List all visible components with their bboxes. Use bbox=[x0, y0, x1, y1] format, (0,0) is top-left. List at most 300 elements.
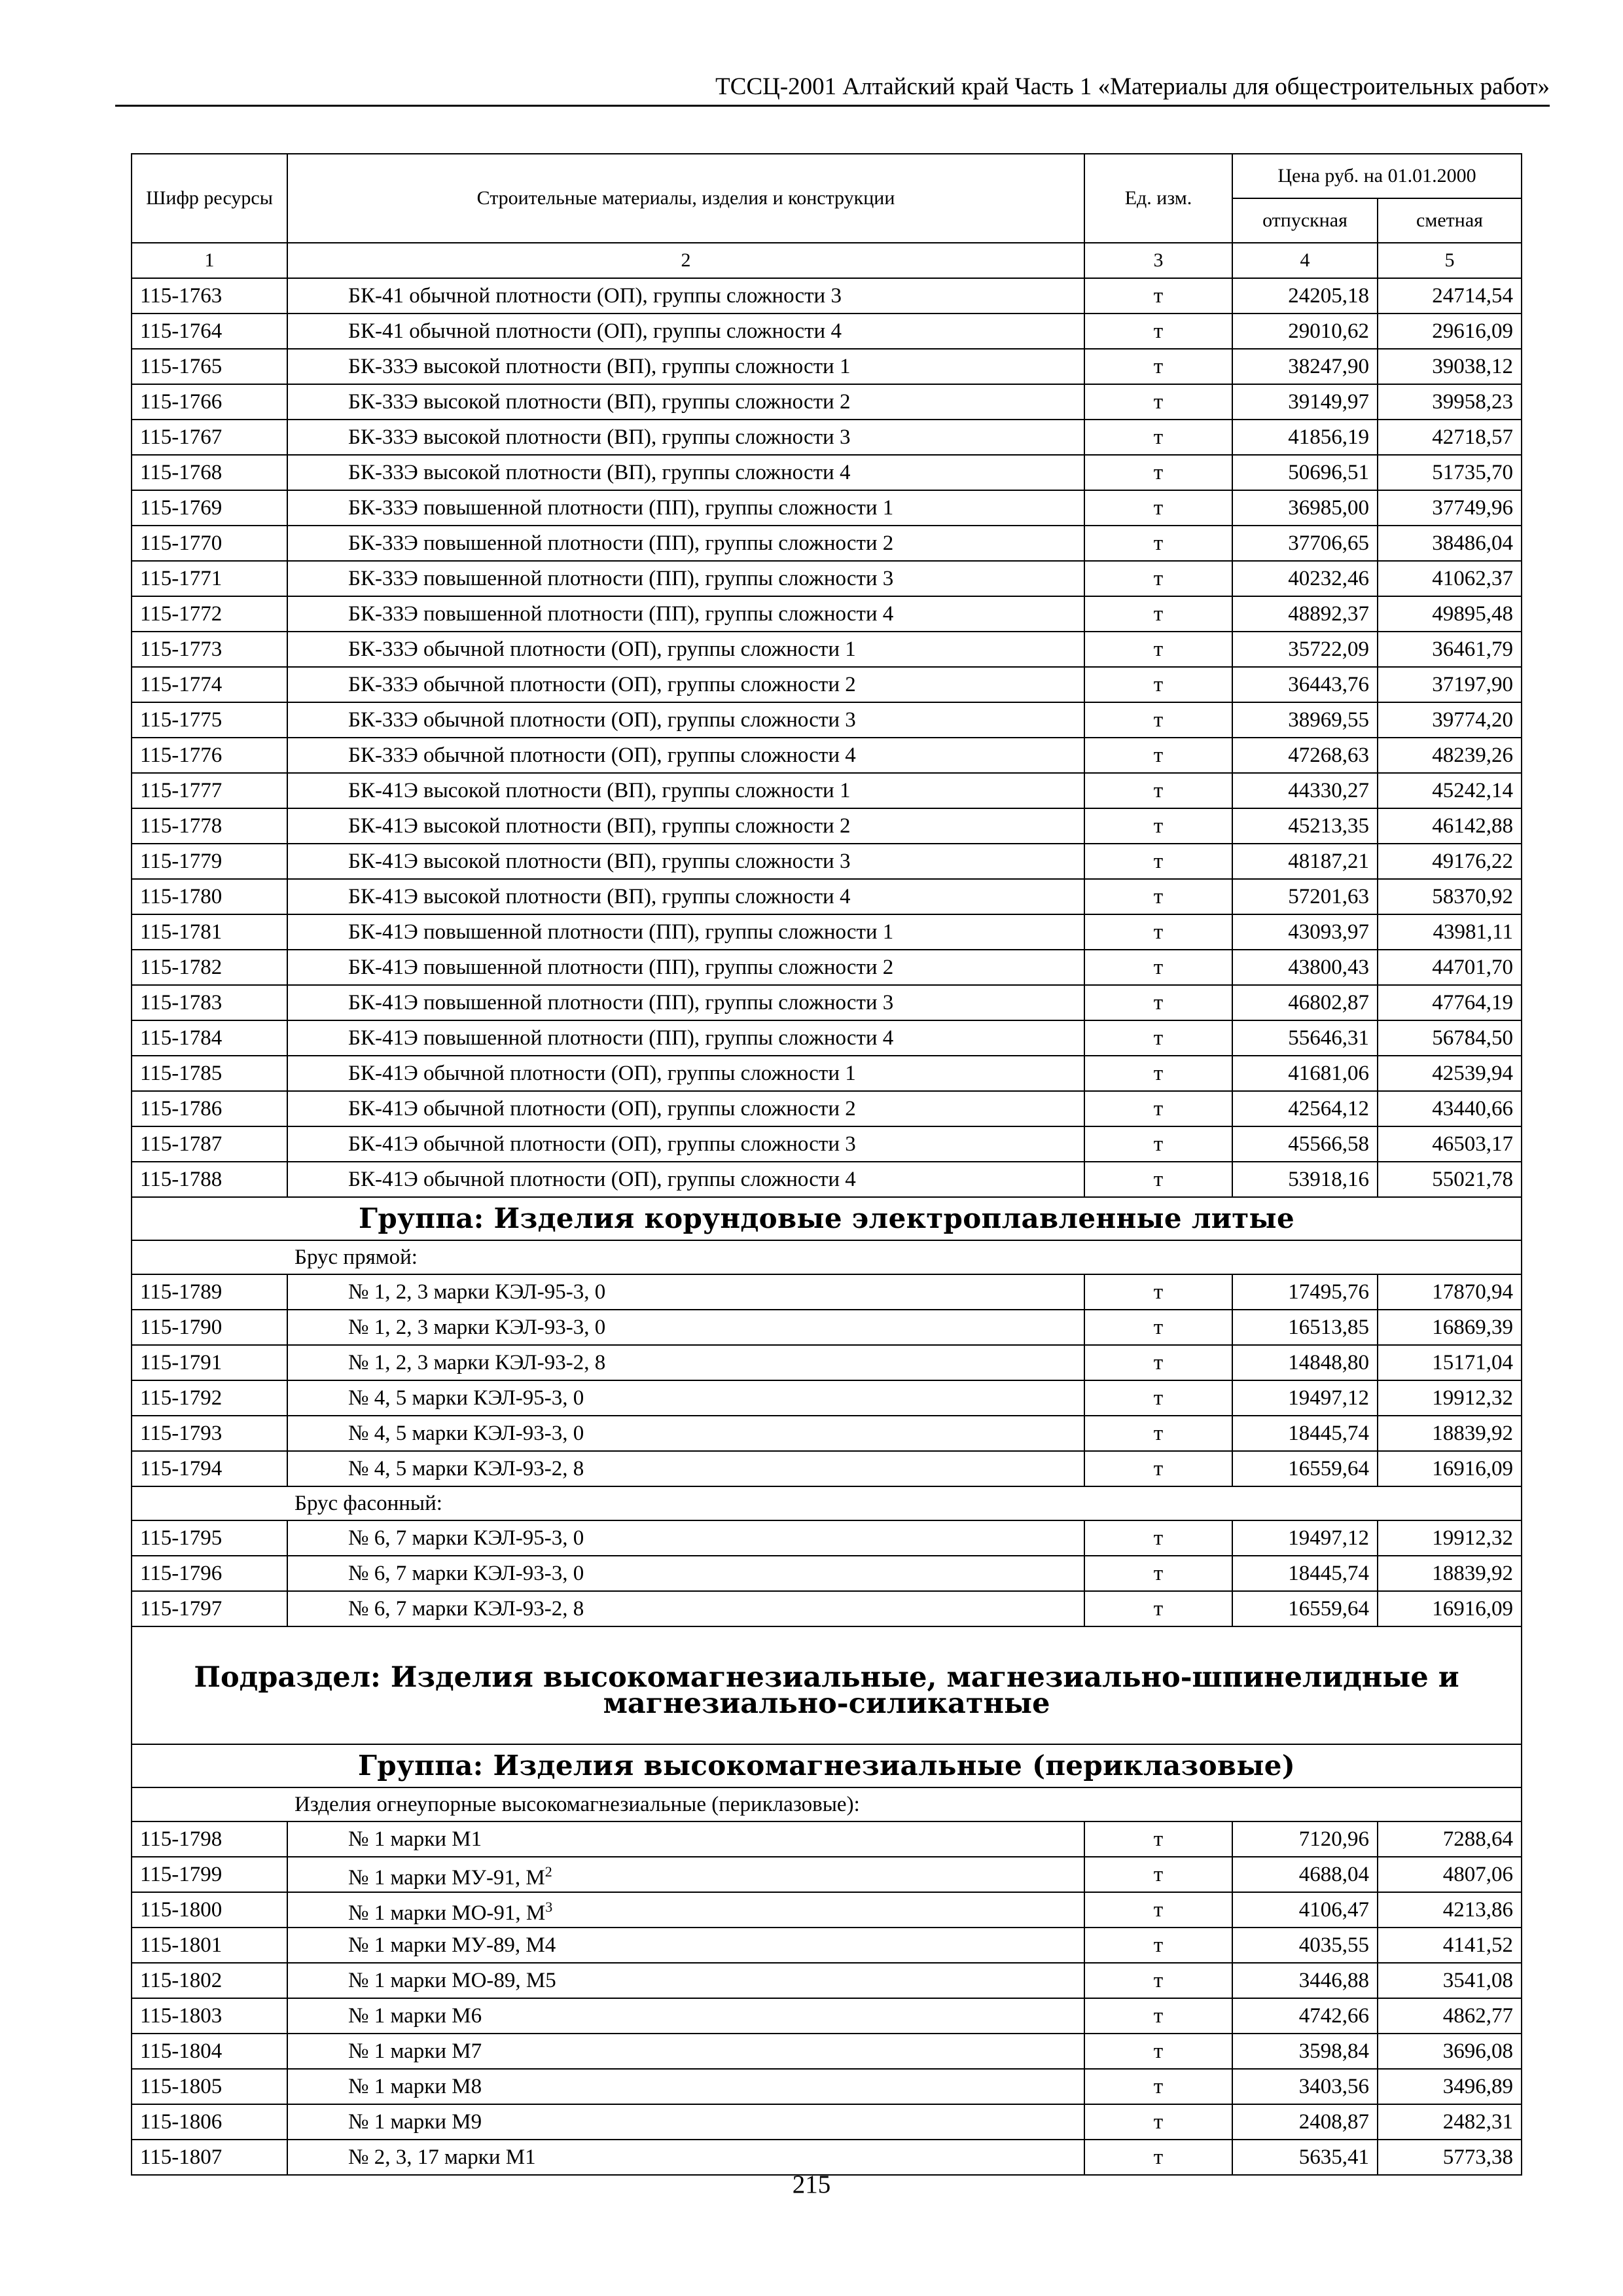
material-name bbox=[287, 738, 1084, 773]
estimate-price: 4807,06 bbox=[1378, 1857, 1522, 1892]
resource-code: 115-1796 bbox=[132, 1556, 287, 1591]
table-row bbox=[132, 1380, 1522, 1416]
price-table bbox=[131, 153, 1522, 2176]
release-price: 4742,66 bbox=[1232, 1998, 1378, 2034]
unit: т bbox=[1084, 526, 1232, 561]
table-row bbox=[132, 773, 1522, 808]
material-name bbox=[287, 773, 1084, 808]
estimate-price: 39774,20 bbox=[1378, 702, 1522, 738]
unit: т bbox=[1084, 1020, 1232, 1056]
material-name-text: БК-33Э повышенной плотности (ПП), группы сложности 4 bbox=[348, 602, 894, 626]
material-name-text: БК-41Э высокой плотности (ВП), группы сложности 3 bbox=[348, 850, 851, 873]
resource-code: 115-1767 bbox=[132, 420, 287, 455]
material-name bbox=[287, 561, 1084, 596]
estimate-price: 48239,26 bbox=[1378, 738, 1522, 773]
material-name bbox=[287, 596, 1084, 632]
table-row bbox=[132, 1857, 1522, 1892]
material-name-text: БК-33Э обычной плотности (ОП), группы сложности 1 bbox=[348, 637, 856, 661]
unit: т bbox=[1084, 1520, 1232, 1556]
subgroup-heading: Брус фасонный: bbox=[132, 1486, 1522, 1520]
table-row bbox=[132, 1520, 1522, 1556]
section-heading-row bbox=[132, 1626, 1522, 1744]
unit: т bbox=[1084, 1821, 1232, 1857]
estimate-price: 49176,22 bbox=[1378, 844, 1522, 879]
table-row bbox=[132, 632, 1522, 667]
group-heading-row bbox=[132, 1744, 1522, 1787]
material-name bbox=[287, 2104, 1084, 2140]
estimate-price: 43440,66 bbox=[1378, 1091, 1522, 1126]
header-price-group: Цена руб. на 01.01.2000 bbox=[1232, 154, 1522, 198]
unit: т bbox=[1084, 349, 1232, 384]
estimate-price: 5773,38 bbox=[1378, 2140, 1522, 2175]
subgroup-heading-row bbox=[132, 1787, 1522, 1821]
estimate-price: 46142,88 bbox=[1378, 808, 1522, 844]
table-row bbox=[132, 738, 1522, 773]
material-name-text: № 1, 2, 3 марки КЭЛ-93-2, 8 bbox=[348, 1351, 606, 1374]
material-name bbox=[287, 1892, 1084, 1928]
release-price: 2408,87 bbox=[1232, 2104, 1378, 2140]
unit: т bbox=[1084, 2104, 1232, 2140]
table-row bbox=[132, 278, 1522, 314]
material-name-text: № 1 марки МУ-89, М4 bbox=[348, 1933, 556, 1957]
group-heading-row bbox=[132, 1197, 1522, 1240]
material-name-text: № 1 марки М6 bbox=[348, 2004, 482, 2028]
resource-code: 115-1772 bbox=[132, 596, 287, 632]
resource-code: 115-1765 bbox=[132, 349, 287, 384]
estimate-price: 16916,09 bbox=[1378, 1451, 1522, 1486]
release-price: 36985,00 bbox=[1232, 490, 1378, 526]
material-name bbox=[287, 1126, 1084, 1162]
material-name bbox=[287, 526, 1084, 561]
table-row bbox=[132, 1821, 1522, 1857]
resource-code: 115-1800 bbox=[132, 1892, 287, 1928]
material-name bbox=[287, 420, 1084, 455]
resource-code: 115-1786 bbox=[132, 1091, 287, 1126]
resource-code: 115-1774 bbox=[132, 667, 287, 702]
table-row bbox=[132, 702, 1522, 738]
material-name-text: № 1 марки М1 bbox=[348, 1827, 482, 1851]
estimate-price: 24714,54 bbox=[1378, 278, 1522, 314]
material-name-text: № 6, 7 марки КЭЛ-93-2, 8 bbox=[348, 1597, 584, 1621]
material-name bbox=[287, 1451, 1084, 1486]
unit: т bbox=[1084, 1416, 1232, 1451]
estimate-price: 55021,78 bbox=[1378, 1162, 1522, 1197]
material-name bbox=[287, 349, 1084, 384]
release-price: 3446,88 bbox=[1232, 1963, 1378, 1998]
material-name-text: № 6, 7 марки КЭЛ-93-3, 0 bbox=[348, 1562, 584, 1585]
material-name-text: № 1, 2, 3 марки КЭЛ-95-3, 0 bbox=[348, 1280, 606, 1304]
resource-code: 115-1766 bbox=[132, 384, 287, 420]
material-name bbox=[287, 1020, 1084, 1056]
estimate-price: 18839,92 bbox=[1378, 1416, 1522, 1451]
material-name-text: БК-33Э высокой плотности (ВП), группы сложности 3 bbox=[348, 425, 851, 449]
material-name-text: БК-33Э обычной плотности (ОП), группы сложности 4 bbox=[348, 744, 856, 767]
resource-code: 115-1792 bbox=[132, 1380, 287, 1416]
subgroup-heading: Изделия огнеупорные высокомагнезиальные (периклазовые): bbox=[132, 1787, 1522, 1821]
table-row bbox=[132, 1056, 1522, 1091]
material-name-text: № 6, 7 марки КЭЛ-95-3, 0 bbox=[348, 1526, 584, 1550]
material-name bbox=[287, 632, 1084, 667]
header-price-estimate: сметная bbox=[1378, 198, 1522, 243]
resource-code: 115-1802 bbox=[132, 1963, 287, 1998]
resource-code: 115-1763 bbox=[132, 278, 287, 314]
estimate-price: 41062,37 bbox=[1378, 561, 1522, 596]
unit: т bbox=[1084, 455, 1232, 490]
estimate-price: 4141,52 bbox=[1378, 1928, 1522, 1963]
section-heading: Подраздел: Изделия высокомагнезиальные, магнезиально-шпинелидные и магнезиально-силикатные bbox=[132, 1626, 1522, 1744]
table-row bbox=[132, 1416, 1522, 1451]
table-row bbox=[132, 1963, 1522, 1998]
unit: т bbox=[1084, 773, 1232, 808]
estimate-price: 19912,32 bbox=[1378, 1520, 1522, 1556]
material-name bbox=[287, 1091, 1084, 1126]
material-name bbox=[287, 278, 1084, 314]
resource-code: 115-1781 bbox=[132, 914, 287, 950]
estimate-price: 2482,31 bbox=[1378, 2104, 1522, 2140]
estimate-price: 43981,11 bbox=[1378, 914, 1522, 950]
unit: т bbox=[1084, 1056, 1232, 1091]
material-name-text: № 4, 5 марки КЭЛ-93-3, 0 bbox=[348, 1422, 584, 1445]
material-name-text: БК-41Э повышенной плотности (ПП), группы сложности 3 bbox=[348, 991, 894, 1014]
table-row bbox=[132, 1928, 1522, 1963]
estimate-price: 16916,09 bbox=[1378, 1591, 1522, 1626]
unit: т bbox=[1084, 985, 1232, 1020]
release-price: 44330,27 bbox=[1232, 773, 1378, 808]
unit: т bbox=[1084, 1451, 1232, 1486]
estimate-price: 3541,08 bbox=[1378, 1963, 1522, 1998]
unit: т bbox=[1084, 632, 1232, 667]
material-name bbox=[287, 950, 1084, 985]
resource-code: 115-1778 bbox=[132, 808, 287, 844]
unit: т bbox=[1084, 1556, 1232, 1591]
column-number: 5 bbox=[1378, 243, 1522, 278]
estimate-price: 3696,08 bbox=[1378, 2034, 1522, 2069]
material-name-text: БК-33Э повышенной плотности (ПП), группы сложности 1 bbox=[348, 496, 894, 520]
release-price: 3598,84 bbox=[1232, 2034, 1378, 2069]
table-row bbox=[132, 1591, 1522, 1626]
release-price: 41681,06 bbox=[1232, 1056, 1378, 1091]
release-price: 16559,64 bbox=[1232, 1451, 1378, 1486]
material-name bbox=[287, 314, 1084, 349]
unit: т bbox=[1084, 914, 1232, 950]
resource-code: 115-1775 bbox=[132, 702, 287, 738]
material-name bbox=[287, 1274, 1084, 1310]
table-row bbox=[132, 985, 1522, 1020]
material-name bbox=[287, 1416, 1084, 1451]
release-price: 35722,09 bbox=[1232, 632, 1378, 667]
material-name-text: № 1 марки М7 bbox=[348, 2039, 482, 2063]
release-price: 41856,19 bbox=[1232, 420, 1378, 455]
unit: т bbox=[1084, 702, 1232, 738]
estimate-price: 16869,39 bbox=[1378, 1310, 1522, 1345]
material-name-text: БК-33Э высокой плотности (ВП), группы сложности 2 bbox=[348, 390, 851, 414]
material-name-text: БК-41Э высокой плотности (ВП), группы сложности 4 bbox=[348, 885, 851, 908]
superscript: 3 bbox=[545, 1898, 553, 1915]
resource-code: 115-1779 bbox=[132, 844, 287, 879]
unit: т bbox=[1084, 808, 1232, 844]
material-name bbox=[287, 1310, 1084, 1345]
material-name-text: БК-41Э высокой плотности (ВП), группы сложности 2 bbox=[348, 814, 851, 838]
material-name-text: БК-41 обычной плотности (ОП), группы сложности 3 bbox=[348, 284, 842, 308]
resource-code: 115-1794 bbox=[132, 1451, 287, 1486]
unit: т bbox=[1084, 384, 1232, 420]
header-unit: Ед. изм. bbox=[1084, 154, 1232, 243]
material-name bbox=[287, 985, 1084, 1020]
release-price: 46802,87 bbox=[1232, 985, 1378, 1020]
table-row bbox=[132, 561, 1522, 596]
estimate-price: 47764,19 bbox=[1378, 985, 1522, 1020]
estimate-price: 17870,94 bbox=[1378, 1274, 1522, 1310]
release-price: 16513,85 bbox=[1232, 1310, 1378, 1345]
table-row bbox=[132, 349, 1522, 384]
material-name-text: № 1 марки МО-89, М5 bbox=[348, 1969, 556, 1992]
resource-code: 115-1789 bbox=[132, 1274, 287, 1310]
table-row bbox=[132, 596, 1522, 632]
material-name-text: БК-33Э обычной плотности (ОП), группы сложности 3 bbox=[348, 708, 856, 732]
column-number: 3 bbox=[1084, 243, 1232, 278]
release-price: 16559,64 bbox=[1232, 1591, 1378, 1626]
subgroup-heading-row bbox=[132, 1240, 1522, 1274]
unit: т bbox=[1084, 1892, 1232, 1928]
material-name-text: БК-33Э обычной плотности (ОП), группы сложности 2 bbox=[348, 673, 856, 696]
unit: т bbox=[1084, 278, 1232, 314]
material-name bbox=[287, 1056, 1084, 1091]
material-name-text: БК-33Э высокой плотности (ВП), группы сложности 1 bbox=[348, 355, 851, 378]
estimate-price: 19912,32 bbox=[1378, 1380, 1522, 1416]
unit: т bbox=[1084, 879, 1232, 914]
superscript: 2 bbox=[544, 1863, 552, 1880]
resource-code: 115-1769 bbox=[132, 490, 287, 526]
release-price: 48892,37 bbox=[1232, 596, 1378, 632]
unit: т bbox=[1084, 1345, 1232, 1380]
release-price: 3403,56 bbox=[1232, 2069, 1378, 2104]
release-price: 50696,51 bbox=[1232, 455, 1378, 490]
subgroup-heading-row bbox=[132, 1486, 1522, 1520]
estimate-price: 4213,86 bbox=[1378, 1892, 1522, 1928]
material-name bbox=[287, 667, 1084, 702]
table-row bbox=[132, 1310, 1522, 1345]
material-name-text: № 2, 3, 17 марки М1 bbox=[348, 2145, 536, 2169]
estimate-price: 42539,94 bbox=[1378, 1056, 1522, 1091]
material-name-text: БК-41Э повышенной плотности (ПП), группы сложности 4 bbox=[348, 1026, 894, 1050]
column-number: 2 bbox=[287, 243, 1084, 278]
resource-code: 115-1797 bbox=[132, 1591, 287, 1626]
estimate-price: 36461,79 bbox=[1378, 632, 1522, 667]
release-price: 4106,47 bbox=[1232, 1892, 1378, 1928]
release-price: 7120,96 bbox=[1232, 1821, 1378, 1857]
resource-code: 115-1780 bbox=[132, 879, 287, 914]
resource-code: 115-1773 bbox=[132, 632, 287, 667]
unit: т bbox=[1084, 561, 1232, 596]
unit: т bbox=[1084, 844, 1232, 879]
table-row bbox=[132, 2034, 1522, 2069]
estimate-price: 15171,04 bbox=[1378, 1345, 1522, 1380]
estimate-price: 45242,14 bbox=[1378, 773, 1522, 808]
resource-code: 115-1764 bbox=[132, 314, 287, 349]
table-row bbox=[132, 314, 1522, 349]
release-price: 24205,18 bbox=[1232, 278, 1378, 314]
release-price: 14848,80 bbox=[1232, 1345, 1378, 1380]
material-name-text: БК-41Э повышенной плотности (ПП), группы сложности 1 bbox=[348, 920, 894, 944]
material-name bbox=[287, 384, 1084, 420]
estimate-price: 37749,96 bbox=[1378, 490, 1522, 526]
estimate-price: 37197,90 bbox=[1378, 667, 1522, 702]
resource-code: 115-1790 bbox=[132, 1310, 287, 1345]
material-name bbox=[287, 1821, 1084, 1857]
unit: т bbox=[1084, 1857, 1232, 1892]
material-name bbox=[287, 844, 1084, 879]
unit: т bbox=[1084, 667, 1232, 702]
release-price: 37706,65 bbox=[1232, 526, 1378, 561]
resource-code: 115-1807 bbox=[132, 2140, 287, 2175]
table-row bbox=[132, 490, 1522, 526]
material-name bbox=[287, 2069, 1084, 2104]
resource-code: 115-1783 bbox=[132, 985, 287, 1020]
resource-code: 115-1770 bbox=[132, 526, 287, 561]
material-name bbox=[287, 914, 1084, 950]
unit: т bbox=[1084, 1591, 1232, 1626]
material-name-text: БК-41Э высокой плотности (ВП), группы сложности 1 bbox=[348, 779, 851, 802]
subgroup-heading: Брус прямой: bbox=[132, 1240, 1522, 1274]
material-name bbox=[287, 1520, 1084, 1556]
material-name-text: № 1 марки МУ-91, М bbox=[348, 1865, 545, 1890]
release-price: 17495,76 bbox=[1232, 1274, 1378, 1310]
estimate-price: 46503,17 bbox=[1378, 1126, 1522, 1162]
material-name-text: БК-41Э обычной плотности (ОП), группы сложности 4 bbox=[348, 1168, 856, 1191]
material-name-text: № 1 марки МО-91, М bbox=[348, 1901, 546, 1925]
unit: т bbox=[1084, 2034, 1232, 2069]
material-name-text: БК-41Э обычной плотности (ОП), группы сложности 3 bbox=[348, 1132, 856, 1156]
column-number: 1 bbox=[132, 243, 287, 278]
material-name-text: БК-41Э обычной плотности (ОП), группы сложности 1 bbox=[348, 1062, 856, 1085]
estimate-price: 44701,70 bbox=[1378, 950, 1522, 985]
release-price: 4035,55 bbox=[1232, 1928, 1378, 1963]
material-name bbox=[287, 1380, 1084, 1416]
table-row bbox=[132, 1345, 1522, 1380]
table-row bbox=[132, 879, 1522, 914]
unit: т bbox=[1084, 1380, 1232, 1416]
material-name-text: № 1 марки М9 bbox=[348, 2110, 482, 2134]
resource-code: 115-1801 bbox=[132, 1928, 287, 1963]
resource-code: 115-1788 bbox=[132, 1162, 287, 1197]
release-price: 38969,55 bbox=[1232, 702, 1378, 738]
unit: т bbox=[1084, 738, 1232, 773]
table-row bbox=[132, 1998, 1522, 2034]
material-name bbox=[287, 1345, 1084, 1380]
unit: т bbox=[1084, 1310, 1232, 1345]
estimate-price: 38486,04 bbox=[1378, 526, 1522, 561]
unit: т bbox=[1084, 1274, 1232, 1310]
material-name bbox=[287, 1591, 1084, 1626]
release-price: 18445,74 bbox=[1232, 1556, 1378, 1591]
release-price: 18445,74 bbox=[1232, 1416, 1378, 1451]
release-price: 5635,41 bbox=[1232, 2140, 1378, 2175]
unit: т bbox=[1084, 950, 1232, 985]
material-name-text: БК-33Э повышенной плотности (ПП), группы сложности 2 bbox=[348, 531, 894, 555]
material-name-text: БК-41Э повышенной плотности (ПП), группы сложности 2 bbox=[348, 956, 894, 979]
material-name bbox=[287, 490, 1084, 526]
unit: т bbox=[1084, 1928, 1232, 1963]
resource-code: 115-1805 bbox=[132, 2069, 287, 2104]
estimate-price: 39038,12 bbox=[1378, 349, 1522, 384]
material-name-text: № 1, 2, 3 марки КЭЛ-93-3, 0 bbox=[348, 1316, 606, 1339]
estimate-price: 39958,23 bbox=[1378, 384, 1522, 420]
release-price: 48187,21 bbox=[1232, 844, 1378, 879]
table-row bbox=[132, 950, 1522, 985]
table-row bbox=[132, 2069, 1522, 2104]
estimate-price: 29616,09 bbox=[1378, 314, 1522, 349]
material-name bbox=[287, 1857, 1084, 1892]
release-price: 43800,43 bbox=[1232, 950, 1378, 985]
table-header bbox=[132, 154, 1522, 278]
table-row bbox=[132, 1556, 1522, 1591]
material-name-text: БК-41Э обычной плотности (ОП), группы сложности 2 bbox=[348, 1097, 856, 1121]
table-row bbox=[132, 1126, 1522, 1162]
material-name bbox=[287, 2034, 1084, 2069]
header-name: Строительные материалы, изделия и конструкции bbox=[287, 154, 1084, 243]
release-price: 4688,04 bbox=[1232, 1857, 1378, 1892]
release-price: 55646,31 bbox=[1232, 1020, 1378, 1056]
table-row bbox=[132, 667, 1522, 702]
resource-code: 115-1777 bbox=[132, 773, 287, 808]
group-heading: Группа: Изделия корундовые электроплавленные литые bbox=[132, 1197, 1522, 1240]
running-header: ТССЦ-2001 Алтайский край Часть 1 «Материалы для общестроительных работ» bbox=[115, 72, 1550, 107]
unit: т bbox=[1084, 1162, 1232, 1197]
table-row bbox=[132, 844, 1522, 879]
release-price: 53918,16 bbox=[1232, 1162, 1378, 1197]
release-price: 57201,63 bbox=[1232, 879, 1378, 914]
unit: т bbox=[1084, 596, 1232, 632]
unit: т bbox=[1084, 1126, 1232, 1162]
table-row bbox=[132, 420, 1522, 455]
estimate-price: 42718,57 bbox=[1378, 420, 1522, 455]
release-price: 39149,97 bbox=[1232, 384, 1378, 420]
release-price: 19497,12 bbox=[1232, 1520, 1378, 1556]
table-row bbox=[132, 1274, 1522, 1310]
estimate-price: 58370,92 bbox=[1378, 879, 1522, 914]
table-row bbox=[132, 1892, 1522, 1928]
material-name bbox=[287, 1998, 1084, 2034]
material-name-text: № 4, 5 марки КЭЛ-93-2, 8 bbox=[348, 1457, 584, 1480]
material-name bbox=[287, 702, 1084, 738]
header-code: Шифр ресурсы bbox=[132, 154, 287, 243]
group-heading: Группа: Изделия высокомагнезиальные (периклазовые) bbox=[132, 1744, 1522, 1787]
resource-code: 115-1771 bbox=[132, 561, 287, 596]
page-number: 215 bbox=[792, 2170, 831, 2198]
resource-code: 115-1782 bbox=[132, 950, 287, 985]
release-price: 36443,76 bbox=[1232, 667, 1378, 702]
estimate-price: 49895,48 bbox=[1378, 596, 1522, 632]
table-row bbox=[132, 1020, 1522, 1056]
column-number-row bbox=[132, 243, 1522, 278]
release-price: 43093,97 bbox=[1232, 914, 1378, 950]
estimate-price: 18839,92 bbox=[1378, 1556, 1522, 1591]
table-row bbox=[132, 526, 1522, 561]
unit: т bbox=[1084, 490, 1232, 526]
table-row bbox=[132, 808, 1522, 844]
estimate-price: 3496,89 bbox=[1378, 2069, 1522, 2104]
estimate-price: 56784,50 bbox=[1378, 1020, 1522, 1056]
material-name bbox=[287, 879, 1084, 914]
material-name-text: БК-33Э высокой плотности (ВП), группы сложности 4 bbox=[348, 461, 851, 484]
resource-code: 115-1784 bbox=[132, 1020, 287, 1056]
unit: т bbox=[1084, 1998, 1232, 2034]
estimate-price: 51735,70 bbox=[1378, 455, 1522, 490]
resource-code: 115-1803 bbox=[132, 1998, 287, 2034]
release-price: 19497,12 bbox=[1232, 1380, 1378, 1416]
table-body bbox=[132, 278, 1522, 2175]
material-name bbox=[287, 808, 1084, 844]
